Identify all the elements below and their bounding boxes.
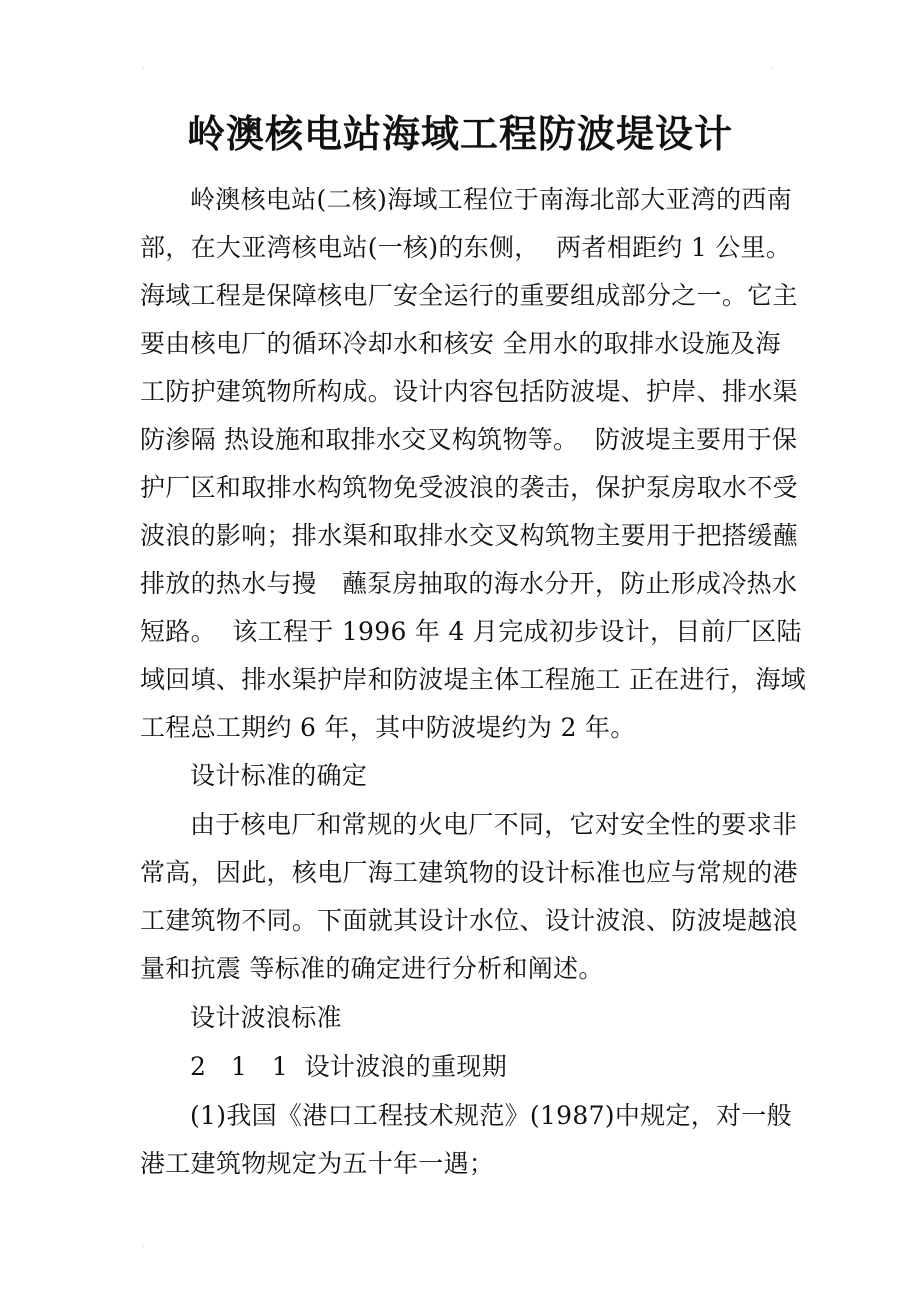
paragraph-line: 量和抗震 等标准的确定进行分析和阐述。 (140, 954, 604, 983)
paragraph-line: 由于核电厂和常规的火电厂不同，它对安全性的要求非 (190, 810, 798, 839)
corner-mark-top-left: . (142, 61, 146, 72)
document-title: 岭澳核电站海域工程防波堤设计 (186, 111, 733, 156)
paragraph-line: 短路。 该工程于 1996 年 4 月完成初步设计，目前厂区陆 (140, 617, 802, 646)
paragraph-line: 工程总工期约 6 年，其中防波堤约为 2 年。 (140, 713, 636, 742)
paragraph-line: 域回填、排水渠护岸和防波堤主体工程施工 正在进行，海域 (140, 665, 807, 694)
corner-mark-bottom-left: . (142, 1239, 146, 1250)
paragraph-line: (1)我国《港口工程技术规范》(1987)中规定，对一般 (190, 1101, 792, 1130)
paragraph-line: 波浪的影响；排水渠和取排水交叉构筑物主要用于把搭缓蘸 (140, 521, 798, 550)
paragraph-line: 港工建筑物规定为五十年一遇； (140, 1149, 495, 1178)
paragraph-line: 常高，因此，核电厂海工建筑物的设计标准也应与常规的港 (140, 858, 798, 887)
subsection-heading-return-period: 2 1 1 设计波浪的重现期 (190, 1052, 507, 1081)
paragraph-line: 工防护建筑物所构成。设计内容包括防波堤、护岸、排水渠 (140, 377, 798, 406)
section-heading-design-standard: 设计标准的确定 (190, 761, 368, 790)
section-heading-wave-standard: 设计波浪标准 (190, 1003, 342, 1032)
paragraph-line: 要由核电厂的循环冷却水和核安 全用水的取排水设施及海 (140, 329, 781, 358)
paragraph-line: 排放的热水与摱 蘸泵房抽取的海水分开，防止形成冷热水 (140, 569, 798, 598)
corner-mark-top-right: . (770, 61, 774, 72)
paragraph-line: 工建筑物不同。下面就其设计水位、设计波浪、防波堤越浪 (140, 906, 798, 935)
paragraph-line: 海域工程是保障核电厂安全运行的重要组成部分之一。它主 (140, 281, 798, 310)
paragraph-line: 护厂区和取排水构筑物免受波浪的袭击，保护泵房取水不受 (140, 473, 798, 502)
paragraph-line: 岭澳核电站(二核)海域工程位于南海北部大亚湾的西南 (190, 185, 793, 214)
paragraph-line: 防渗隔 热设施和取排水交叉构筑物等。 防波堤主要用于保 (140, 425, 798, 454)
paragraph-line: 部，在大亚湾核电站(一核)的东侧， 两者相距约 1 公里。 (140, 233, 792, 262)
